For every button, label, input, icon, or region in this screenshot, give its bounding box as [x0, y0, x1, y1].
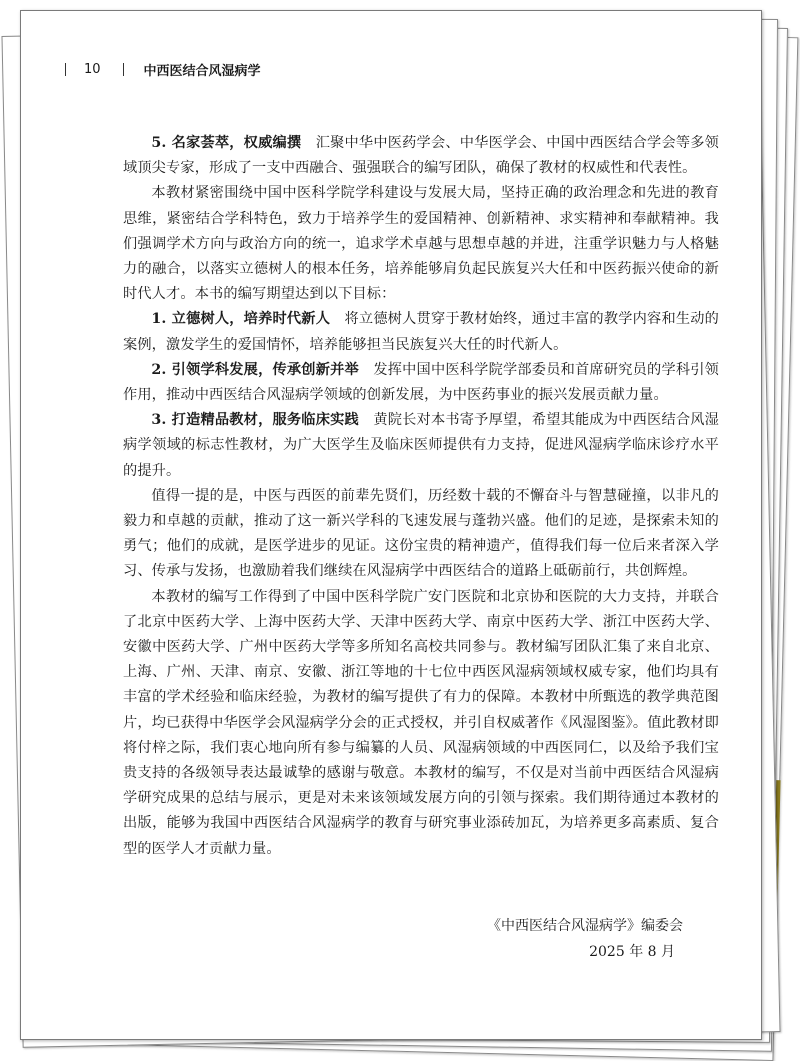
document-page [20, 10, 762, 1040]
body-text [123, 131, 719, 862]
book-title: 中西医结合风湿病学 [143, 63, 261, 79]
committee-name: 《中西医结合风湿病学》编委会 [487, 918, 683, 934]
paragraph [123, 131, 719, 181]
paragraph-text: 黄院长对本书寄予厚望，希望其能成为中西医结合风湿病学领域的标志性教材，为广大医学生及临床医师提供有力支持，促进风湿病学临床诊疗水平的提升。 [123, 412, 719, 479]
header-divider [123, 63, 124, 76]
paragraph [123, 484, 719, 585]
paragraph-text: 本教材的编写工作得到了中国中医科学院广安门医院和北京协和医院的大力支持，并联合了北京中医药大学、上海中医药大学、天津中医药大学、南京中医药大学、浙江中医药大学、安徽中医药大学、广州中医药大学等多所知名高校共同参与。教材编写团队汇集了来自北京、上海、广州、天津、南京、安徽、浙江等地的十七位中西医风湿病领域权威专家，他们均具有丰富的学术经验和临床经验，为教材的编写提供了有力的保障。本教材中所甄选的教学典范图片，均已获得中华医学会风湿病学分会的正式授权，并引自权威著作《风湿图鉴》。值此教材即将付梓之际，我们衷心地向所有参与编纂的人员、风湿病领域的中西医同仁，以及给予我们宝贵支持的各级领导表达最诚挚的感谢与敬意。本教材的编写，不仅是对当前中西医结合风湿病学研究成果的总结与展示，更是对未来该领域发展方向的引领与探索。我们期待通过本教材的出版，能够为我国中西医结合风湿病学的教育与研究事业添砖加瓦，为培养更多高素质、复合型的医学人才贡献力量。 [123, 588, 719, 857]
running-header [65, 59, 261, 79]
paragraph-text: 本教材紧密围绕中国中医科学院学科建设与发展大局，坚持正确的政治理念和先进的教育思维，紧密结合学科特色，致力于培养学生的爱国精神、创新精神、求实精神和奉献精神。我们强调学术方向与政治方向的统一，追求学术卓越与思想卓越的并进，注重学识魅力与人格魅力的融合，以落实立德树人的根本任务，培养能够肩负起民族复兴大任和中医药振兴使命的新时代人才。本书的编写期望达到以下目标： [123, 185, 719, 303]
paragraph-text: 汇聚中华中医药学会、中华医学会、中国中西医结合学会等多领域顶尖专家，形成了一支中西融合、强强联合的编写团队，确保了教材的权威性和代表性。 [123, 135, 719, 177]
paragraph-heading: 5. 名家荟萃，权威编撰 [151, 135, 302, 151]
paragraph [123, 585, 719, 862]
paragraph-heading: 2. 引领学科发展，传承创新并举 [151, 361, 359, 378]
paragraph-heading: 1. 立德树人，培养时代新人 [151, 311, 331, 328]
header-divider [65, 63, 66, 76]
paragraph [123, 181, 719, 307]
paragraph-text: 值得一提的是，中医与西医的前辈先贤们，历经数十载的不懈奋斗与智慧碰撞，以非凡的毅力和卓越的贡献，推动了这一新兴学科的飞速发展与蓬勃兴盛。他们的足迹，是探索未知的勇气；他们的成就，是医学进步的见证。这份宝贵的精神遗产，值得我们每一位后来者深入学习、传承与发扬，也激励着我们继续在风湿病学中西医结合的道路上砥砺前行，共创辉煌。 [123, 487, 719, 580]
signature-date: 2025 年 8 月 [589, 944, 675, 960]
paragraph [123, 307, 719, 357]
paragraph [123, 408, 719, 484]
paragraph-text: 将立德树人贯穿于教材始终，通过丰富的教学内容和生动的案例，激发学生的爱国情怀，培养能够担当民族复兴大任的时代新人。 [123, 311, 719, 353]
page-number: 10 [84, 61, 101, 77]
signature-block [487, 913, 683, 965]
paragraph [123, 358, 719, 408]
paragraph-text: 发挥中国中医科学院学部委员和首席研究员的学科引领作用，推动中西医结合风湿病学领域的创新发展，为中医药事业的振兴发展贡献力量。 [123, 361, 719, 404]
paragraph-heading: 3. 打造精品教材，服务临床实践 [151, 412, 359, 429]
